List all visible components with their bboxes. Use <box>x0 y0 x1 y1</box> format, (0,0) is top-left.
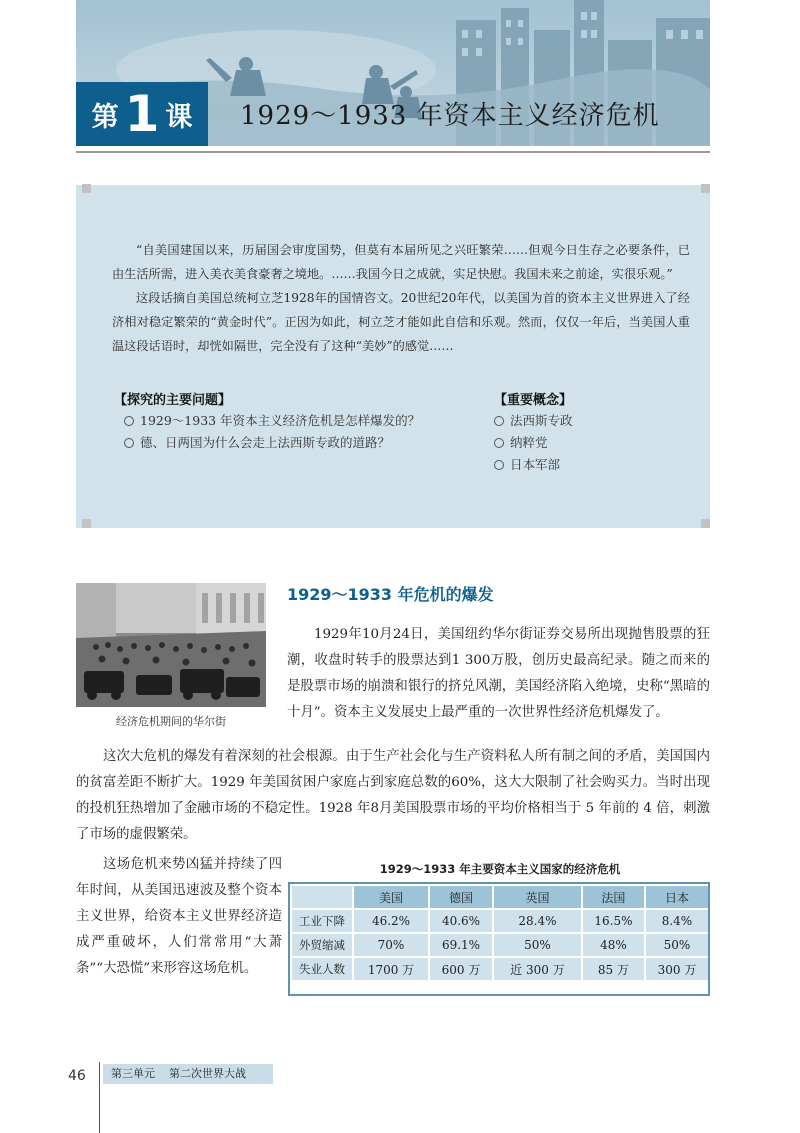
circle-bullet-icon <box>494 460 504 470</box>
corner-marker <box>82 519 91 528</box>
questions-list <box>124 410 420 454</box>
paragraph-2: 这次大危机的爆发有着深刻的社会根源。由于生产社会化与生产资料私人所有制之间的矛盾，美国国内的贫富差距不断扩大。1929 年美国贫困户家庭占到家庭总数的60%，这大大限制了社会购买力。当时出现的投机狂热增加了金融市场的不稳定性。1928 年8月美国股票市场的平均价格相当于 5 年前的 4 倍，刺激了市场的虚假繁荣。 <box>76 749 710 842</box>
table-cell: 1700 万 <box>353 957 429 981</box>
circle-bullet-icon <box>124 416 134 426</box>
question-item: 德、日两国为什么会走上法西斯专政的道路？ <box>124 432 420 454</box>
corner-marker <box>701 519 710 528</box>
economic-crisis-table <box>290 884 710 982</box>
table-cell: 50% <box>645 933 709 957</box>
circle-bullet-icon <box>494 438 504 448</box>
lesson-suffix: 课 <box>165 101 193 133</box>
table-cell: 300 万 <box>645 957 709 981</box>
table-cell: 40.6% <box>429 909 493 933</box>
corner-marker <box>82 184 91 193</box>
table-cell: 600 万 <box>429 957 493 981</box>
crowd-photo-image <box>76 583 266 707</box>
table-cell: 近 300 万 <box>493 957 582 981</box>
circle-bullet-icon <box>124 438 134 448</box>
circle-bullet-icon <box>494 416 504 426</box>
unit-title: 第二次世界大战 <box>169 1067 246 1080</box>
table-cell: 48% <box>582 933 645 957</box>
table-cell: 85 万 <box>582 957 645 981</box>
concepts-heading: 【重要概念】 <box>494 393 573 408</box>
column-header: 日本 <box>645 885 709 909</box>
footer-unit-tag <box>103 1064 273 1084</box>
paragraph-1: 1929年10月24日，美国纽约华尔街证券交易所出现抛售股票的狂潮，收盘时转手的股票达到1 300万股，创历史最高纪录。随之而来的是股票市场的崩溃和银行的挤兑风潮，美国经济陷入绝境，史称“黑暗的十月”。资本主义发展史上最严重的一次世界性经济危机爆发了。 <box>287 627 710 720</box>
row-label: 外贸缩减 <box>291 933 353 957</box>
row-label: 工业下降 <box>291 909 353 933</box>
concept-item: 纳粹党 <box>494 432 573 454</box>
question-item: 1929～1933 年资本主义经济危机是怎样爆发的？ <box>124 410 420 432</box>
photo-caption: 经济危机期间的华尔街 <box>116 715 226 728</box>
table-title: 1929～1933 年主要资本主义国家的经济危机 <box>379 862 621 876</box>
table-row <box>291 909 709 933</box>
intro-text <box>112 238 690 358</box>
column-header: 德国 <box>429 885 493 909</box>
corner-marker <box>701 184 710 193</box>
row-label: 失业人数 <box>291 957 353 981</box>
table-row <box>291 957 709 981</box>
concept-item: 法西斯专政 <box>494 410 573 432</box>
footer-divider <box>99 1062 100 1133</box>
questions-heading: 【探究的主要问题】 <box>114 393 232 408</box>
concepts-list <box>494 410 573 476</box>
lesson-title: 1929～1933 年资本主义经济危机 <box>240 101 660 131</box>
wall-street-photo <box>76 583 266 707</box>
lesson-prefix: 第 <box>91 101 119 133</box>
table-cell: 69.1% <box>429 933 493 957</box>
lesson-number: 1 <box>124 85 160 143</box>
table-cell: 16.5% <box>582 909 645 933</box>
intro-quote: “自美国建国以来，历届国会审度国势，但莫有本届所见之兴旺繁荣……但观今日生存之必要条件，已由生活所需，进入美衣美食豪奢之境地。……我国今日之成就，实足快慰。我国未来之前途，实很乐观。” <box>112 243 690 281</box>
section-title: 1929～1933 年危机的爆发 <box>287 585 494 604</box>
banner-divider <box>76 151 710 153</box>
table-row <box>291 933 709 957</box>
unit-label: 第三单元 <box>111 1067 155 1080</box>
paragraph-3: 这场危机来势凶猛并持续了四年时间，从美国迅速波及整个资本主义世界，给资本主义世界经济造成严重破坏，人们常常用“大萧条”“大恐慌”来形容这场危机。 <box>76 857 282 976</box>
column-header: 法国 <box>582 885 645 909</box>
intro-explanation: 这段话摘自美国总统柯立芝1928年的国情咨文。20世纪20年代，以美国为首的资本主义世界进入了经济相对稳定繁荣的“黄金时代”。正因为如此，柯立芝才能如此自信和乐观。然而，仅仅一年后，当美国人重温这段话语时，却恍如隔世，完全没有了这种“美妙”的感觉…… <box>112 291 690 353</box>
table-header-row <box>291 885 709 909</box>
table-cell: 8.4% <box>645 909 709 933</box>
column-header: 美国 <box>353 885 429 909</box>
table-cell: 70% <box>353 933 429 957</box>
table-cell: 28.4% <box>493 909 582 933</box>
column-header: 英国 <box>493 885 582 909</box>
table-cell: 50% <box>493 933 582 957</box>
concept-item: 日本军部 <box>494 454 573 476</box>
lesson-number-badge <box>76 82 208 146</box>
table-corner-cell <box>291 885 353 909</box>
page-number: 46 <box>68 1068 86 1084</box>
table-cell: 46.2% <box>353 909 429 933</box>
